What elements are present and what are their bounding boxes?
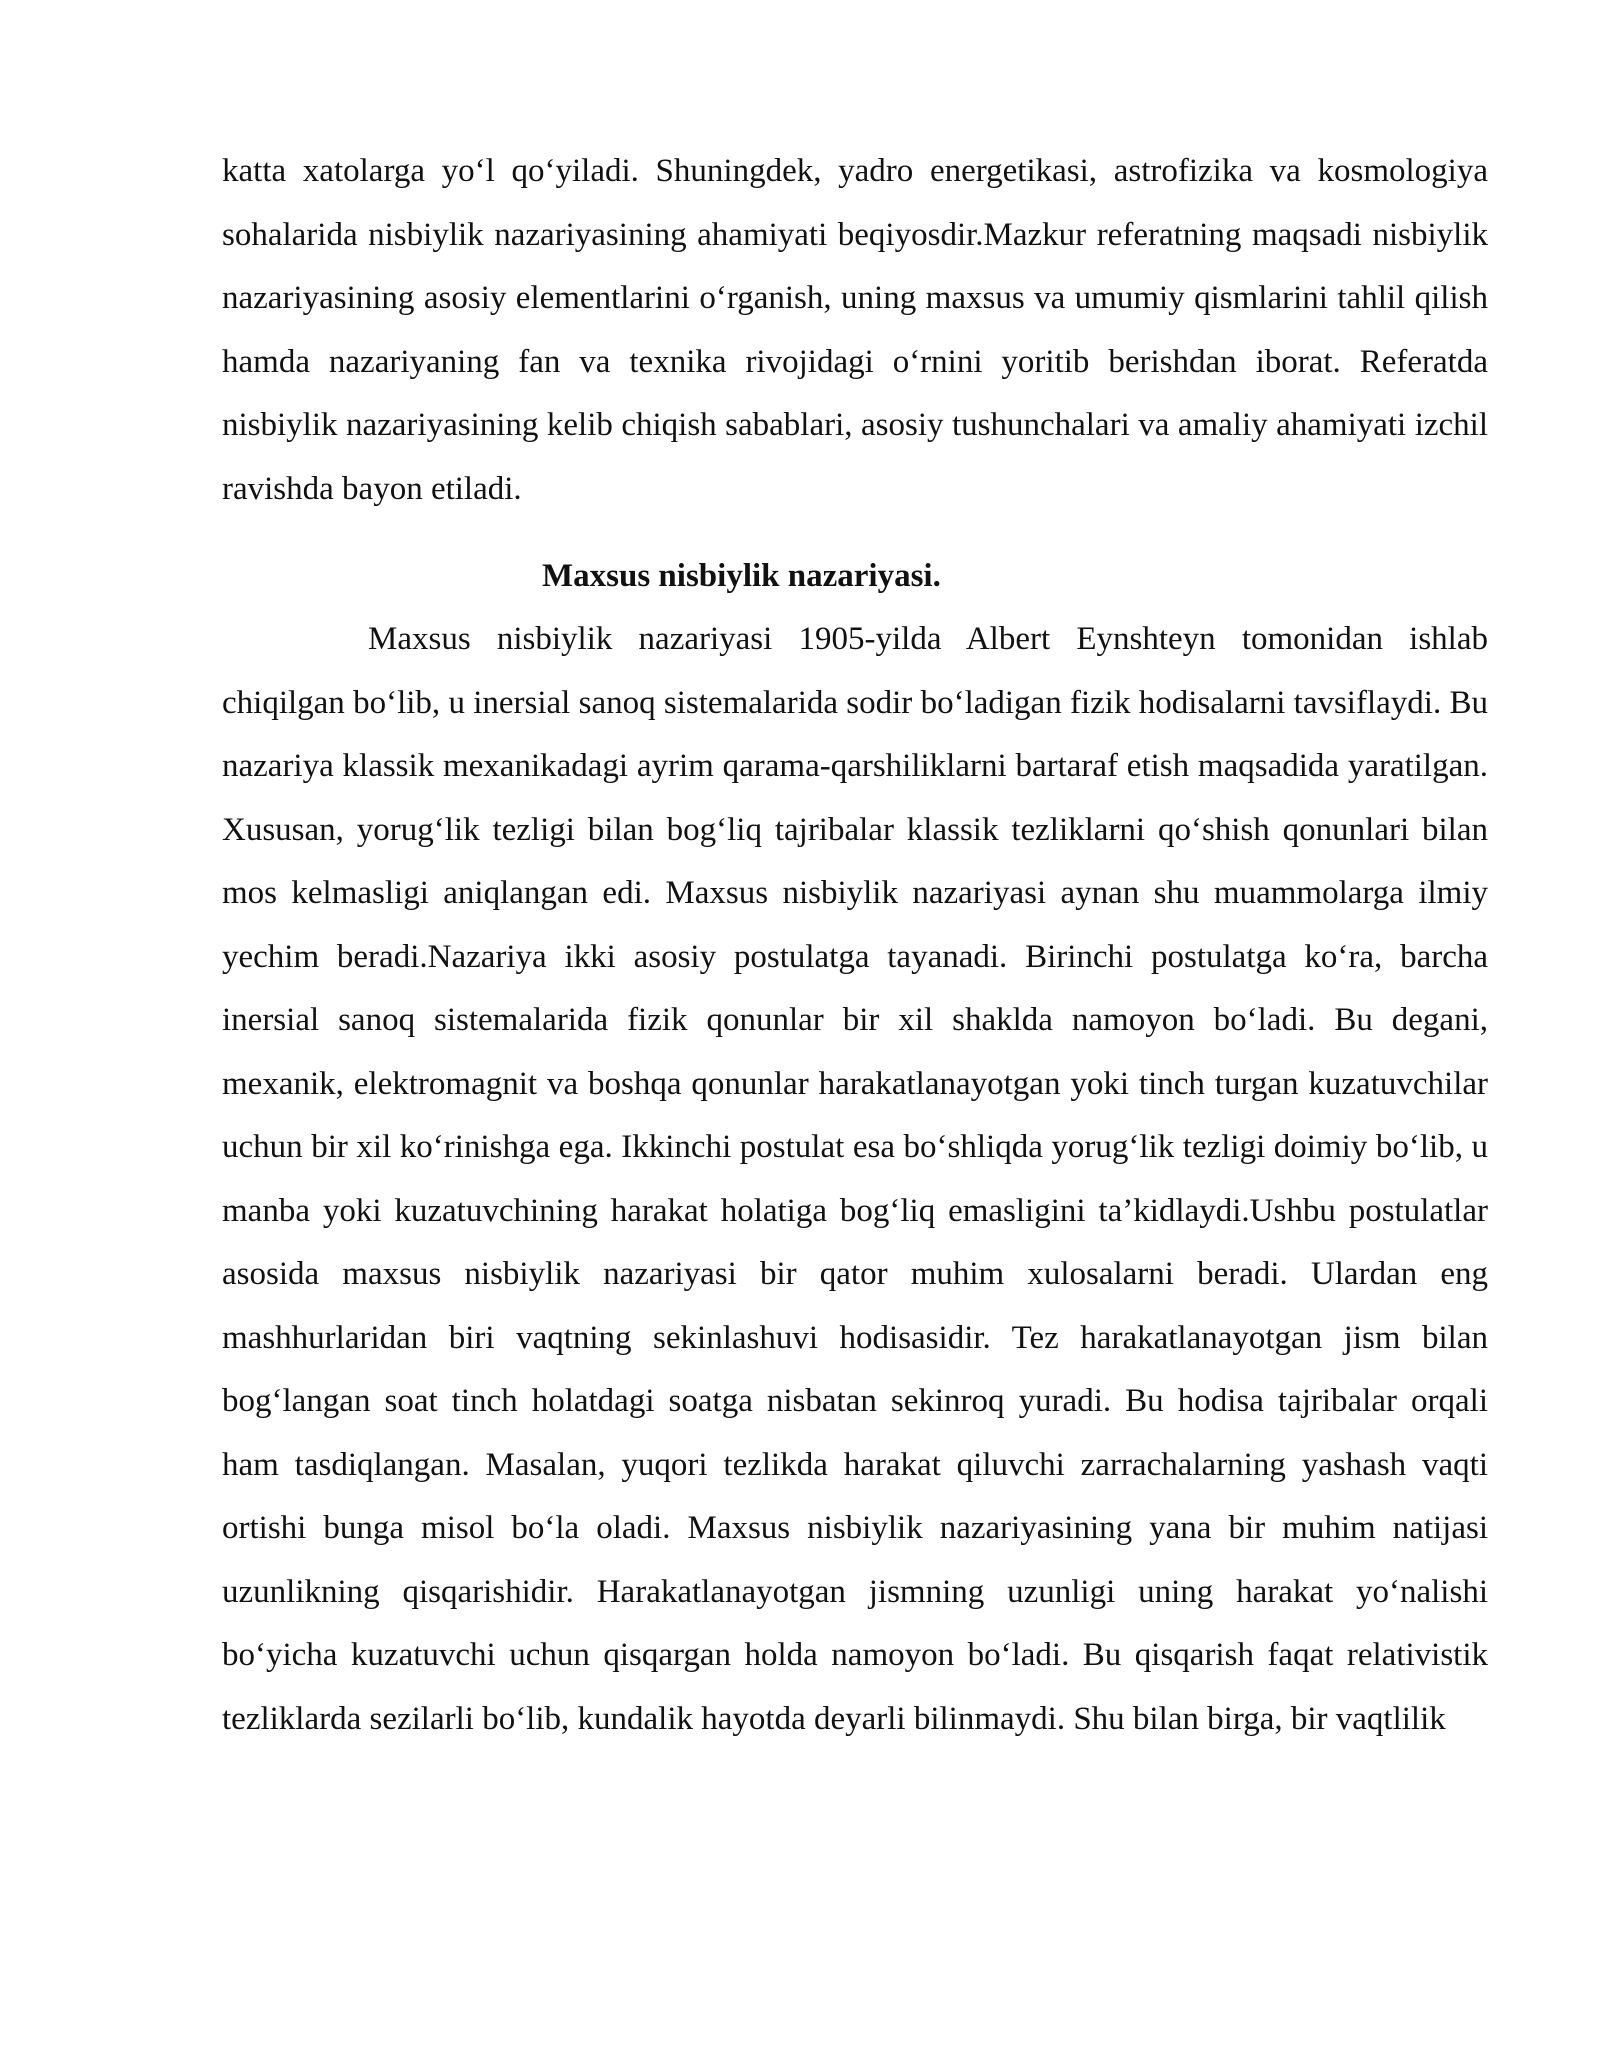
document-page [222, 140, 1488, 1751]
body-paragraph: Maxsus nisbiylik nazariyasi 1905-yilda Albert Eynshteyn tomonidan ishlab chiqilgan bo‘lib, u inersial sanoq sistemalarida sodir bo‘ladigan fizik hodisalarni tavsiflaydi. Bu nazariya klassik mexanikadagi ayrim qarama-qarshiliklarni bartaraf etish maqsadida yaratilgan. Xususan, yorug‘lik tezligi bilan bog‘liq tajribalar klassik tezliklarni qo‘shish qonunlari bilan mos kelmasligi aniqlangan edi. Maxsus nisbiylik nazariyasi aynan shu muammolarga ilmiy yechim beradi.Nazariya ikki asosiy postulatga tayanadi. Birinchi postulatga ko‘ra, barcha inersial sanoq sistemalarida fizik qonunlar bir xil shaklda namoyon bo‘ladi. Bu degani, mexanik, elektromagnit va boshqa qonunlar harakatlanayotgan yoki tinch turgan kuzatuvchilar uchun bir xil ko‘rinishga ega. Ikkinchi postulat esa bo‘shliqda yorug‘lik tezligi doimiy bo‘lib, u manba yoki kuzatuvchining harakat holatiga bog‘liq emasligini ta’kidlaydi.Ushbu postulatlar asosida maxsus nisbiylik nazariyasi bir qator muhim xulosalarni beradi. Ulardan eng mashhurlaridan biri vaqtning sekinlashuvi hodisasidir. Tez harakatlanayotgan jism bilan bog‘langan soat tinch holatdagi soatga nisbatan sekinroq yuradi. Bu hodisa tajribalar orqali ham tasdiqlangan. Masalan, yuqori tezlikda harakat qiluvchi zarrachalarning yashash vaqti ortishi bunga misol bo‘la oladi. Maxsus nisbiylik nazariyasining yana bir muhim natijasi uzunlikning qisqarishidir. Harakatlanayotgan jismning uzunligi uning harakat yo‘nalishi bo‘yicha kuzatuvchi uchun qisqargan holda namoyon bo‘ladi. Bu qisqarish faqat relativistik tezliklarda sezilarli bo‘lib, kundalik hayotda deyarli bilinmaydi. Shu bilan birga, bir vaqtlilik [222, 621, 1488, 1737]
section-heading: Maxsus nisbiylik nazariyasi. [542, 558, 941, 594]
intro-paragraph: katta xatolarga yo‘l qo‘yiladi. Shuningdek, yadro energetikasi, astrofizika va kosmologiya sohalarida nisbiylik nazariyasining ahamiyati beqiyosdir.Mazkur referatning maqsadi nisbiylik nazariyasining asosiy elementlarini o‘rganish, uning maxsus va umumiy qismlarini tahlil qilish hamda nazariyaning fan va texnika rivojidagi o‘rnini yoritib berishdan iborat. Referatda nisbiylik nazariyasining kelib chiqish sabablari, asosiy tushunchalari va amaliy ahamiyati izchil ravishda bayon etiladi. [222, 153, 1488, 507]
